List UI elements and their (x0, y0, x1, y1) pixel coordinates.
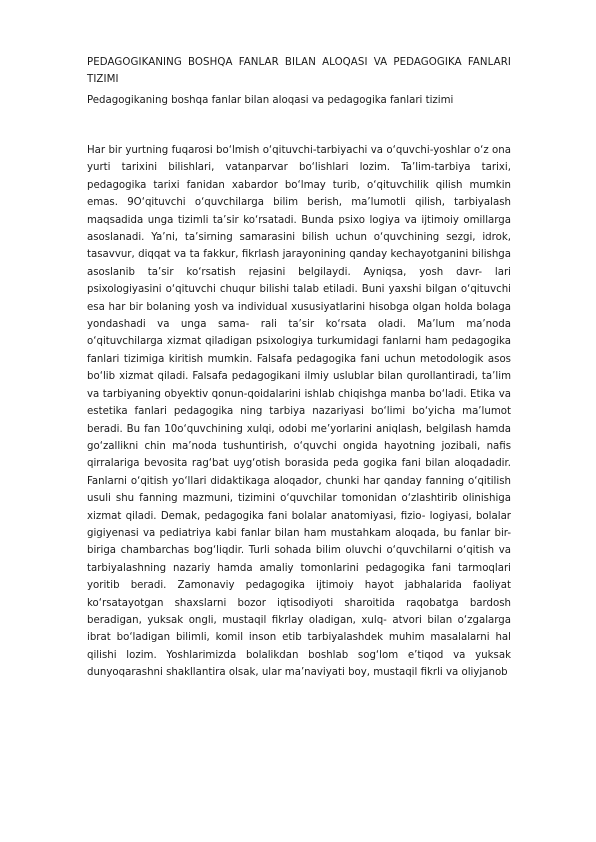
document-subtitle: Pedagogikaning boshqa fanlar bilan aloqasi va pedagogika fanlari tizimi (87, 95, 454, 106)
body-paragraph: Har bir yurtning fuqarosi bo‘lmish o‘qituvchi-tarbiyachi va o‘quvchi-yoshlar o‘z ona yurti tarixini bilishlari, vatanparvar bo‘lishlari lozim. Ta’lim-tarbiya tarixi, pedagogika tarixi fanidan xabardor bo‘lmay turib, o‘qituvchilik qilish mumkin emas. 9O‘qituvchi o‘quvchilarga bilim berish, ma’lumotli qilish, tarbiyalash maqsadida unga tizimli ta’sir ko‘rsatadi. Bunda psixo logiya va ijtimoiy omillarga asoslanadi. Ya’ni, ta’sirning samarasini bilish uchun o‘quvchining sezgi, idrok, tasavvur, diqqat va ta fakkur, fikrlash jarayonining qanday kechayotganini bilishga asoslanib ta’sir ko‘rsatish rejasini belgilaydi. Ayniqsa, yosh davr- lari psixologiyasini o‘qituvchi chuqur bilishi talab etiladi. Buni yaxshi bilgan o‘qituvchi esa har bir bolaning yosh va individual xususiyatlarini hisobga olgan holda bolaga yondashadi va unga sama- rali ta’sir ko‘rsata oladi. Ma’lum ma’noda o‘qituvchilarga xizmat qiladigan psixologiya turkumidagi fanlarni ham pedagogika fanlari tizimiga kiritish mumkin. Falsafa pedagogika fani uchun metodologik asos bo‘lib xizmat qiladi. Falsafa pedagogikani ilmiy uslublar bilan qurollantiradi, ta’lim va tarbiyaning obyektiv qonun-qoidalarini ishlab chiqishga manba bo‘ladi. Etika va estetika fanlari pedagogika ning tarbiya nazariyasi bo‘limi bo‘yicha ma’lumot beradi. Bu fan 10o‘quvchining xulqi, odobi me’yorlarini aniqlash, belgilash hamda go‘zallikni chin ma’noda tushuntirish, o‘quvchi ongida hayotning jozibali, nafis qirralariga bevosita rag‘bat uyg‘otish borasida peda gogika fani bilan aloqadadir. Fanlarni o‘qitish yo‘llari didaktikaga aloqador, chunki har qanday fanning o‘qitilish usuli shu fanning mazmuni, tizimini o‘quvchilar tomonidan o‘zlashtirib olinishiga xizmat qiladi. Demak, pedagogika fani bolalar anatomiyasi, fizio- logiyasi, bolalar gigiyenasi va pediatriya kabi fanlar bilan ham mustahkam aloqada, bu fanlar bir-biriga chambarchas bog‘liqdir. Turli sohada bilim oluvchi o‘quvchilarni o‘qitish va tarbiyalashning nazariy hamda amaliy tomonlarini pedagogika fani tarmoqlari yoritib beradi. Zamonaviy pedagogika ijtimoiy hayot jabhalarida faoliyat ko‘rsatayotgan shaxslarni bozor iqtisodiyoti sharoitida raqobatga bardosh beradigan, yuksak ongli, mustaqil fikrlay oladigan, xulq- atvori bilan o‘zgalarga ibrat bo‘ladigan bilimli, komil inson etib tarbiyalashdek muhim masalalarni hal qilishi lozim. Yoshlarimizda bolalikdan boshlab sog‘lom e’tiqod va yuksak dunyoqarashni shakllantira olsak, ular ma’naviyati boy, mustaqil fikrli va oliyjanob (87, 145, 511, 679)
document-page (87, 54, 511, 682)
document-title: PEDAGOGIKANING BOSHQA FANLAR BILAN ALOQASI VA PEDAGOGIKA FANLARI TIZIMI (87, 57, 511, 85)
